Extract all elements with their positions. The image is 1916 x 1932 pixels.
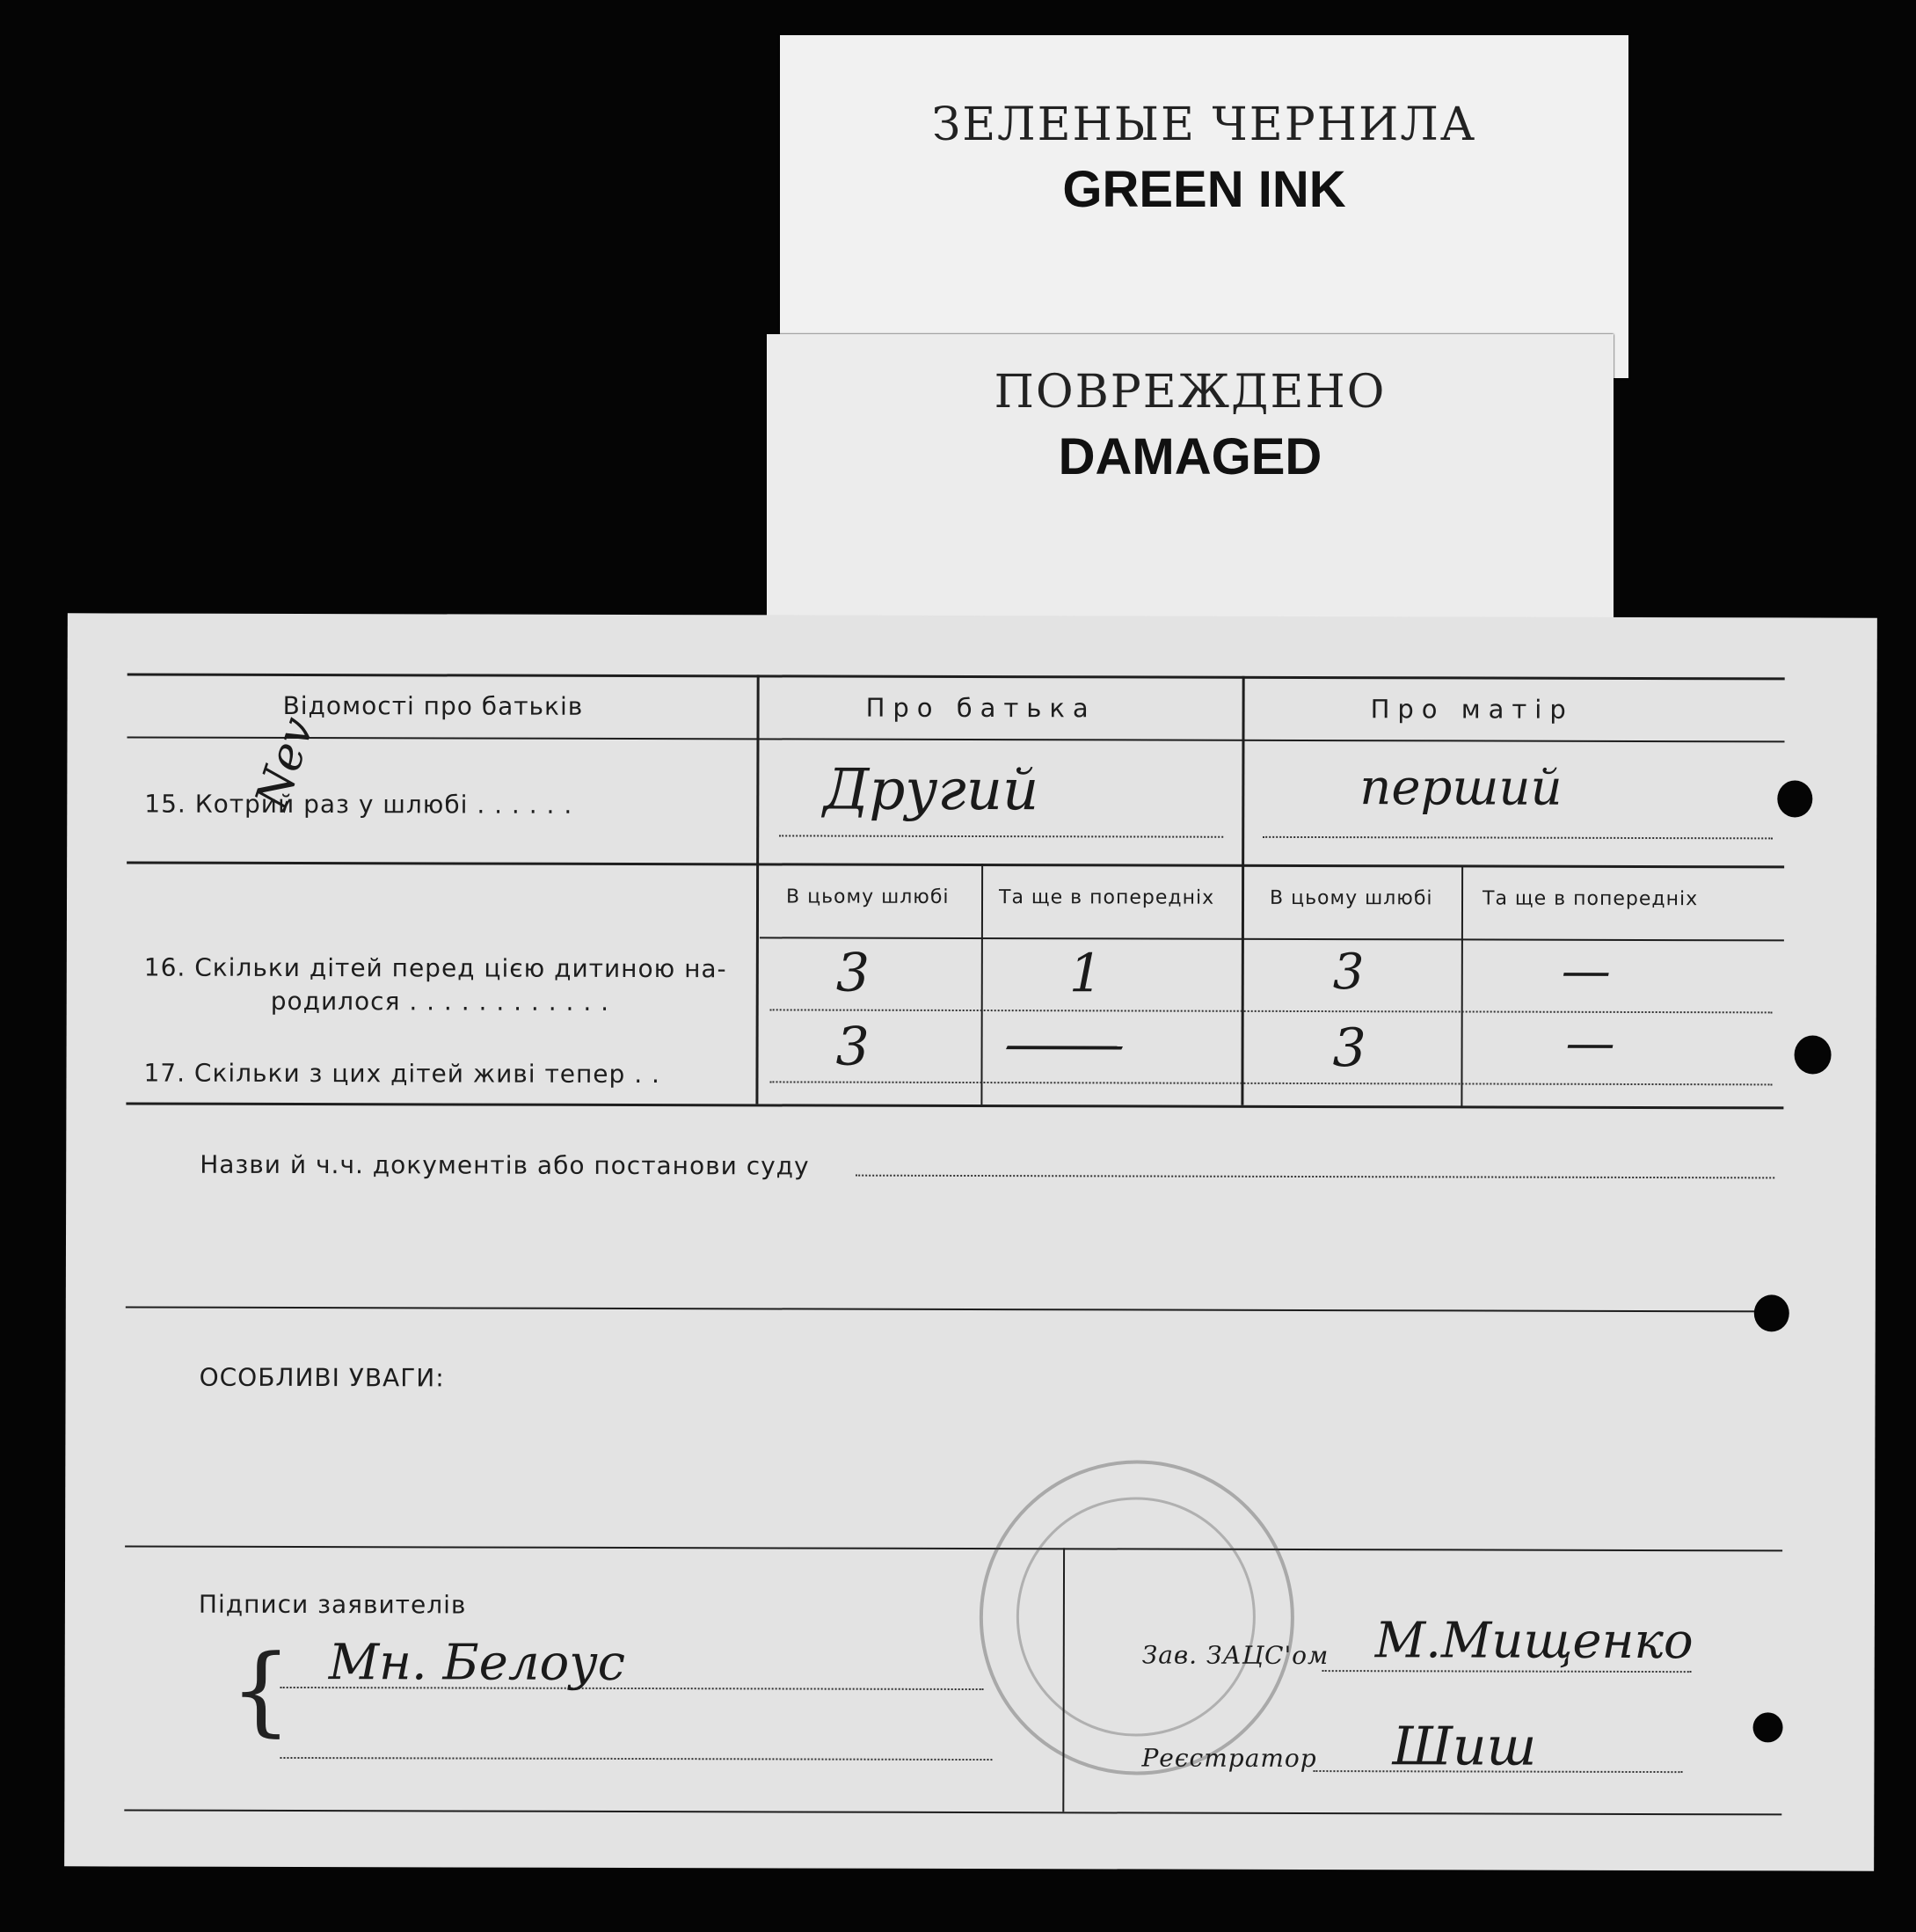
rule-col-father: [755, 674, 759, 1104]
rule-q15-bottom: [127, 861, 1784, 868]
zags-head-line: [1322, 1670, 1692, 1673]
q15-mother-line: [1263, 836, 1773, 840]
q16-row-line: [770, 1009, 1773, 1013]
q17-mother-prev: —: [1565, 1014, 1615, 1072]
binding-hole-3: [1754, 1294, 1789, 1331]
q17-father-prev: —: [1001, 1013, 1128, 1075]
zags-head-label: Зав. ЗАЦС'ом: [1141, 1640, 1330, 1671]
rule-subheader-bottom: [760, 937, 1784, 941]
applicant-signature: Мн. Белоус: [328, 1634, 626, 1692]
q16-mother-prev: —: [1561, 942, 1611, 1000]
rule-header-bottom: [127, 736, 1784, 742]
rule-documents-bottom: [126, 1306, 1783, 1312]
applicants-signatures-label: Підписи заявителів: [198, 1589, 467, 1620]
q15-label: 15. Котрий раз у шлюбі . . . . . .: [144, 789, 573, 820]
q16-father-this: 3: [835, 942, 871, 1004]
damaged-label-ru: ПОВРЕЖДЕНО: [994, 366, 1387, 419]
father-column-header: Про батька: [865, 692, 1096, 724]
applicants-brace: {: [229, 1633, 292, 1746]
green-ink-label-en: GREEN INK: [1062, 161, 1346, 218]
green-ink-label-ru: ЗЕЛЕНЫЕ ЧЕРНИЛА: [931, 98, 1477, 151]
rule-form-bottom: [124, 1809, 1781, 1815]
q16-label-line1: 16. Скільки дітей перед цією дитиною на-: [143, 952, 727, 984]
green-ink-label-card: [780, 35, 1628, 378]
q16-father-prev: 1: [1068, 943, 1104, 1005]
q17-father-this: 3: [835, 1016, 870, 1078]
rule-col-mother: [1241, 676, 1244, 1105]
binding-hole-2: [1795, 1035, 1832, 1074]
q17-label: 17. Скільки з цих дітей живі тепер . .: [143, 1058, 660, 1090]
mother-previous-header: Та ще в попередніх: [1482, 887, 1699, 911]
documents-label: Назви й ч.ч. документів або постанови суду: [200, 1149, 810, 1181]
q17-row-line: [769, 1081, 1772, 1085]
rule-signature-divider: [1062, 1548, 1065, 1812]
q15-mother-value: перший: [1359, 759, 1563, 817]
damaged-label-card: [767, 334, 1614, 624]
mother-column-header: Про матір: [1370, 694, 1574, 725]
father-this-marriage-header: В цьому шлюбі: [785, 886, 950, 908]
q16-mother-this: 3: [1332, 944, 1365, 1002]
mother-this-marriage-header: В цьому шлюбі: [1269, 886, 1433, 910]
margin-handwritten-note: Nev: [245, 711, 325, 816]
documents-line: [856, 1175, 1774, 1179]
section-label-parents: Відомості про батьків: [282, 690, 584, 721]
rule-notes-bottom: [125, 1545, 1782, 1551]
special-notes-label: ОСОБЛИВІ УВАГИ:: [199, 1362, 445, 1393]
binding-hole-1: [1777, 780, 1812, 817]
zags-head-signature: М.Мищенко: [1374, 1612, 1694, 1671]
birth-record-form: [64, 613, 1877, 1870]
official-seal-stamp: [979, 1460, 1294, 1775]
q15-father-value: Другий: [823, 757, 1039, 824]
q17-mother-this: 3: [1332, 1017, 1366, 1080]
rule-col-mother-split: [1461, 864, 1463, 1105]
q16-label-line2: родилося . . . . . . . . . . . .: [270, 986, 610, 1017]
registrar-label: Реєстратор: [1141, 1743, 1317, 1774]
rule-table-bottom: [126, 1102, 1783, 1109]
applicant-signature-line-2: [280, 1757, 992, 1761]
registrar-signature: Шиш: [1392, 1716, 1537, 1778]
rule-col-father-split: [980, 864, 983, 1105]
damaged-label-en: DAMAGED: [1058, 428, 1322, 485]
father-previous-header: Та ще в попередніх: [998, 886, 1215, 909]
rule-top: [127, 673, 1785, 680]
binding-hole-4: [1753, 1712, 1783, 1742]
q15-father-line: [779, 835, 1223, 837]
